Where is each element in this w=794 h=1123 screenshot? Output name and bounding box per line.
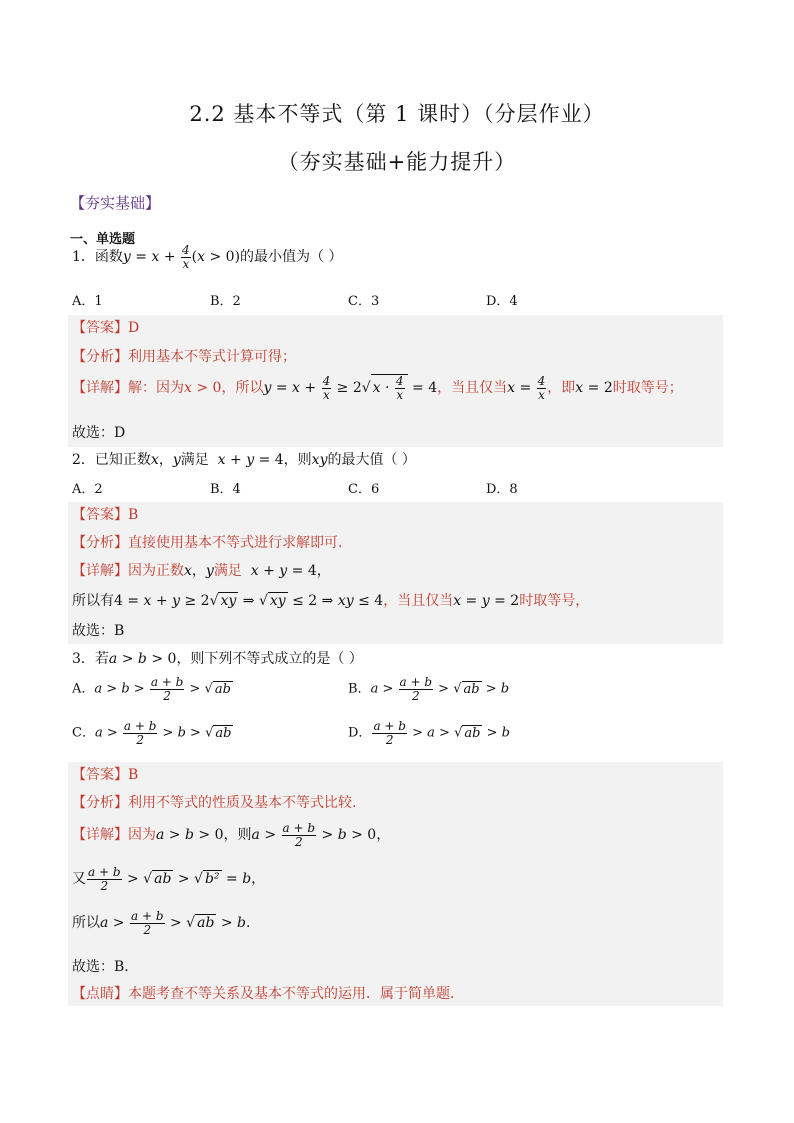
question-3: 3．若a > b > 0，则下列不等式成立的是（ ） (72, 651, 363, 667)
q2-option-c: C．6 (348, 482, 380, 497)
q3-choose: 故选：B. (72, 959, 129, 975)
q1-analysis: 【分析】利用基本不等式计算可得； (72, 349, 296, 365)
q1-option-d: D．4 (486, 294, 518, 309)
section-heading: 【夯实基础】 (70, 194, 161, 212)
q3-detail: 【详解】因为a > b > 0，则a > $\frac{a + b}{2}$ > b > 0， (72, 821, 391, 849)
q2-option-d: D．8 (486, 482, 518, 497)
q2-answer: 【答案】B (72, 507, 139, 523)
q3-option-c: C．a > $\frac{a + b}{2}$ > b > √ ab (72, 719, 232, 747)
page-subtitle: （夯实基础+能力提升） (277, 150, 517, 174)
q3-option-a: A．a > b > $\frac{a + b}{2}$ > √ ab (72, 675, 231, 703)
q2-analysis: 【分析】直接使用基本不等式进行求解即可. (72, 535, 343, 551)
q3-option-b: B．a > $\frac{a + b}{2}$ > √ ab > b (348, 675, 510, 703)
q1-option-c: C．3 (348, 294, 380, 309)
q3-analysis: 【分析】利用不等式的性质及基本不等式比较. (72, 795, 357, 811)
q1-option-a: A．1 (72, 294, 103, 309)
question-2: 2．已知正数x，y满足 x + y = 4，则xy的最大值（ ） (72, 452, 416, 468)
question-1: 1．函数y = x + $\frac{4}{x}$ (x > 0)的最小值为（ ） (72, 243, 343, 271)
q3-option-d: D． $\frac{a + b}{2}$ > a > √ ab > b (348, 719, 510, 747)
q2-option-b: B．4 (210, 482, 241, 497)
subsection-heading: 一、单选题 (70, 232, 136, 247)
q2-choose: 故选：B (72, 623, 125, 639)
q2-detail-line2: 所以有4 = x + y ≥ 2√ xy ⇒ √ xy ≤ 2 ⇒ xy ≤ 4，当且仅当x = y = 2时取等号， (72, 593, 590, 609)
page-title: 2.2 基本不等式（第 1 课时）（分层作业） (189, 102, 605, 126)
q1-choose: 故选：D (72, 425, 126, 441)
q2-option-a: A．2 (72, 482, 103, 497)
q1-option-b: B．2 (210, 294, 241, 309)
q3-answer: 【答案】B (72, 767, 139, 783)
q2-detail: 【详解】因为正数x，y满足 x + y = 4， (72, 563, 331, 579)
q1-answer: 【答案】D (72, 320, 140, 336)
q1-detail: 【详解】解：因为x > 0，所以y = x + $\frac{4}{x}$ ≥ 2√ x · $\frac{4}{x}$ = 4，当且仅当x = $\frac{4}{x}$ ，即x = 2时取等号； (72, 374, 683, 402)
q3-detail-line3: 所以a > $\frac{a + b}{2}$ > √ ab > b. (72, 909, 251, 937)
q3-note: 【点睛】本题考查不等关系及基本不等式的运用．属于简单题． (72, 986, 464, 1002)
q3-detail-line2: 又 $\frac{a + b}{2}$ > √ ab > √ b² = b， (72, 865, 266, 893)
